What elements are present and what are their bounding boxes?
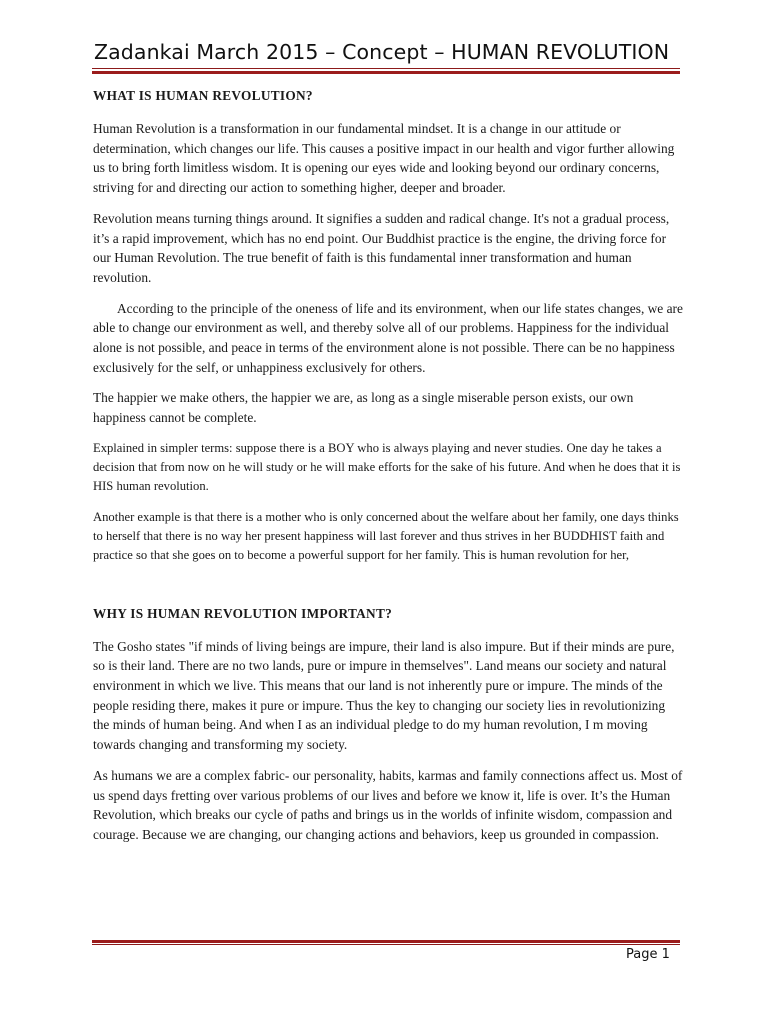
paragraph: Explained in simpler terms: suppose there is a BOY who is always playing and never studies. One day he takes a decision that from now on he will study or he will make efforts for the sake of his future. And when he does that it is HIS human revolution. <box>93 440 681 494</box>
paragraph: The Gosho states "if minds of living beings are impure, their land is also impure. But if their minds are pure, so is their land. There are no two lands, pure or impure in themselves". Land means our society and natural environment in which we live. This means that our land is not inherently pure or impure. The minds of the people residing there, makes it pure or impure. Thus the key to changing our society lies in revolutionizing the minds of human being. And when I as an individual pledge to do my human revolution, I m moving towards changing and transforming my society. <box>93 638 675 753</box>
header-rule-thin <box>92 68 680 69</box>
paragraph: The happier we make others, the happier we are, as long as a single miserable person exists, our own happiness cannot be complete. <box>93 390 634 426</box>
paragraph: As humans we are a complex fabric- our personality, habits, karmas and family connections affect us. Most of us spend days fretting over various problems of our lives and before we know it, life is over. It’s the Human Revolution, which breaks our cycle of paths and brings us in the worlds of infinite wisdom, compassion and courage. Because we are changing, our changing actions and behaviors, keep us grounded in compassion. <box>93 767 683 842</box>
footer-rule-thick <box>92 940 680 943</box>
section-heading-why: WHY IS HUMAN REVOLUTION IMPORTANT? <box>93 605 393 621</box>
document-body <box>93 86 683 845</box>
footer-rule-thin <box>92 944 680 945</box>
paragraph: Revolution means turning things around. It signifies a sudden and radical change. It's not a gradual process, it’s a rapid improvement, which has no end point. Our Buddhist practice is the engine, the driving force for our Human Revolution. The true benefit of faith is this fundamental inner transformation and human revolution. <box>93 210 670 285</box>
paragraph: According to the principle of the oneness of life and its environment, when our life states changes, we are able to change our environment as well, and thereby solve all of our problems. Happiness for the individual alone is not possible, and peace in terms of the environment alone is not possible. There can be no happiness exclusively for the self, or unhappiness exclusively for others. <box>93 300 683 375</box>
paragraph: Human Revolution is a transformation in our fundamental mindset. It is a change in our attitude or determination, which changes our life. This causes a positive impact in our health and vigor further allowing us to bring forth limitless wisdom. It is opening our eyes wide and looking beyond our ordinary concerns, striving for and directing our action to something higher, deeper and broader. <box>93 121 675 196</box>
page-number: Page 1 <box>626 947 670 962</box>
section-heading-what: WHAT IS HUMAN REVOLUTION? <box>93 88 313 103</box>
header-rule-thick <box>92 71 680 74</box>
paragraph: Another example is that there is a mother who is only concerned about the welfare about her family, one days thinks to herself that there is no way her present happiness will last forever and thus strives in her BUDDHIST faith and practice so that she goes on to become a powerful support for her family. This is human revolution for her, <box>93 509 679 563</box>
document-header-title: Zadankai March 2015 – Concept – HUMAN REVOLUTION <box>94 40 670 64</box>
